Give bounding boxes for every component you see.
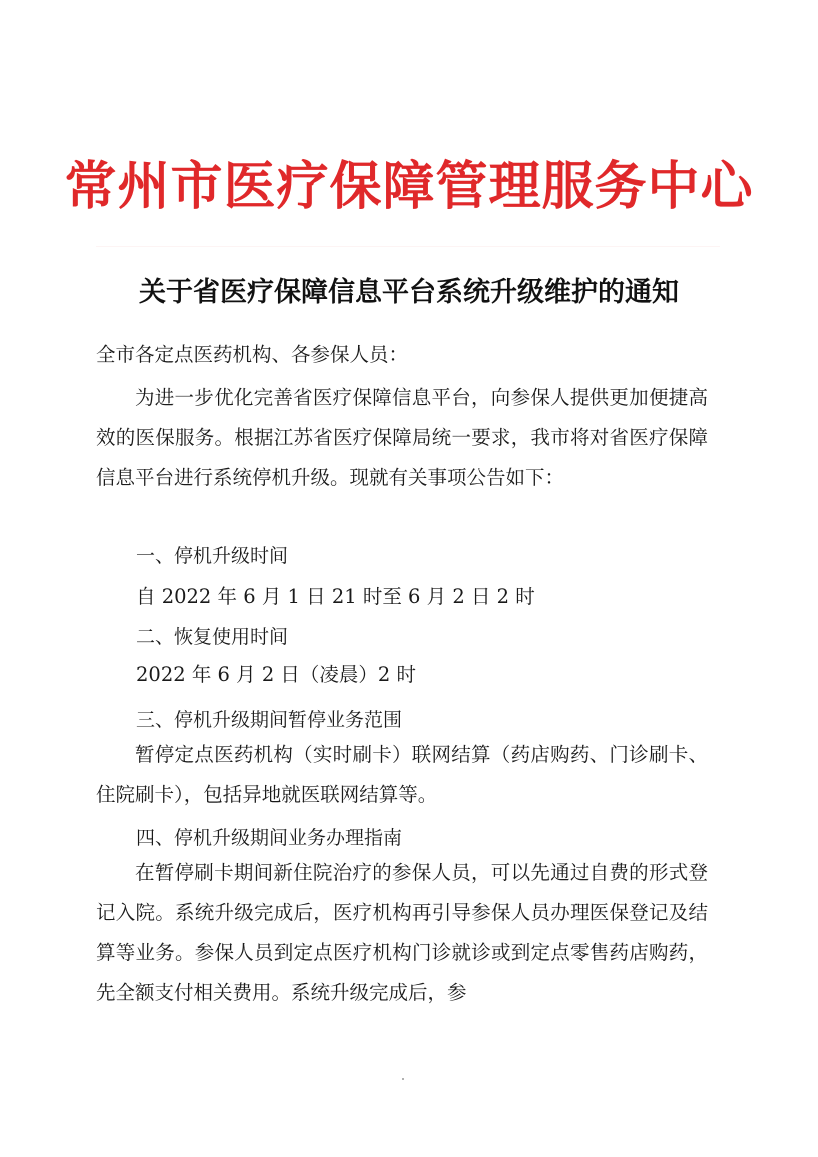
section-3-heading: 三、停机升级期间暂停业务范围 (136, 709, 403, 731)
intro-paragraph: 为进一步优化完善省医疗保障信息平台，向参保人提供更加便捷高效的医保服务。根据江苏省医疗保障局统一要求，我市将对省医疗保障信息平台进行系统停机升级。现就有关事项公告如下： (96, 386, 708, 489)
notice-title: 关于省医疗保障信息平台系统升级维护的通知 (139, 277, 679, 308)
section-2-text: 2022 年 6 月 2 日（凌晨）2 时 (136, 663, 417, 686)
section-3-text: 暂停定点医药机构（实时刷卡）联网结算（药店购药、门诊刷卡、住院刷卡），包括异地就医联网结算等。 (96, 743, 708, 806)
section-2-heading: 二、恢复使用时间 (136, 626, 289, 648)
section-1-text: 自 2022 年 6 月 1 日 21 时至 6 月 2 日 2 时 (136, 585, 535, 608)
header-divider (96, 246, 720, 247)
scan-speck (402, 1078, 404, 1080)
section-1-heading: 一、停机升级时间 (136, 545, 289, 567)
organization-header: 常州市医疗保障管理服务中心 (64, 156, 754, 217)
salutation: 全市各定点医药机构、各参保人员： (96, 343, 409, 366)
section-4-heading: 四、停机升级期间业务办理指南 (136, 827, 403, 849)
section-4-text: 在暂停刷卡期间新住院治疗的参保人员，可以先通过自费的形式登记入院。系统升级完成后，医疗机构再引导参保人员办理医保登记及结算等业务。参保人员到定点医疗机构门诊就诊或到定点零售药店购药，先全额支付相关费用。系统升级完成后，参 (96, 861, 708, 1004)
